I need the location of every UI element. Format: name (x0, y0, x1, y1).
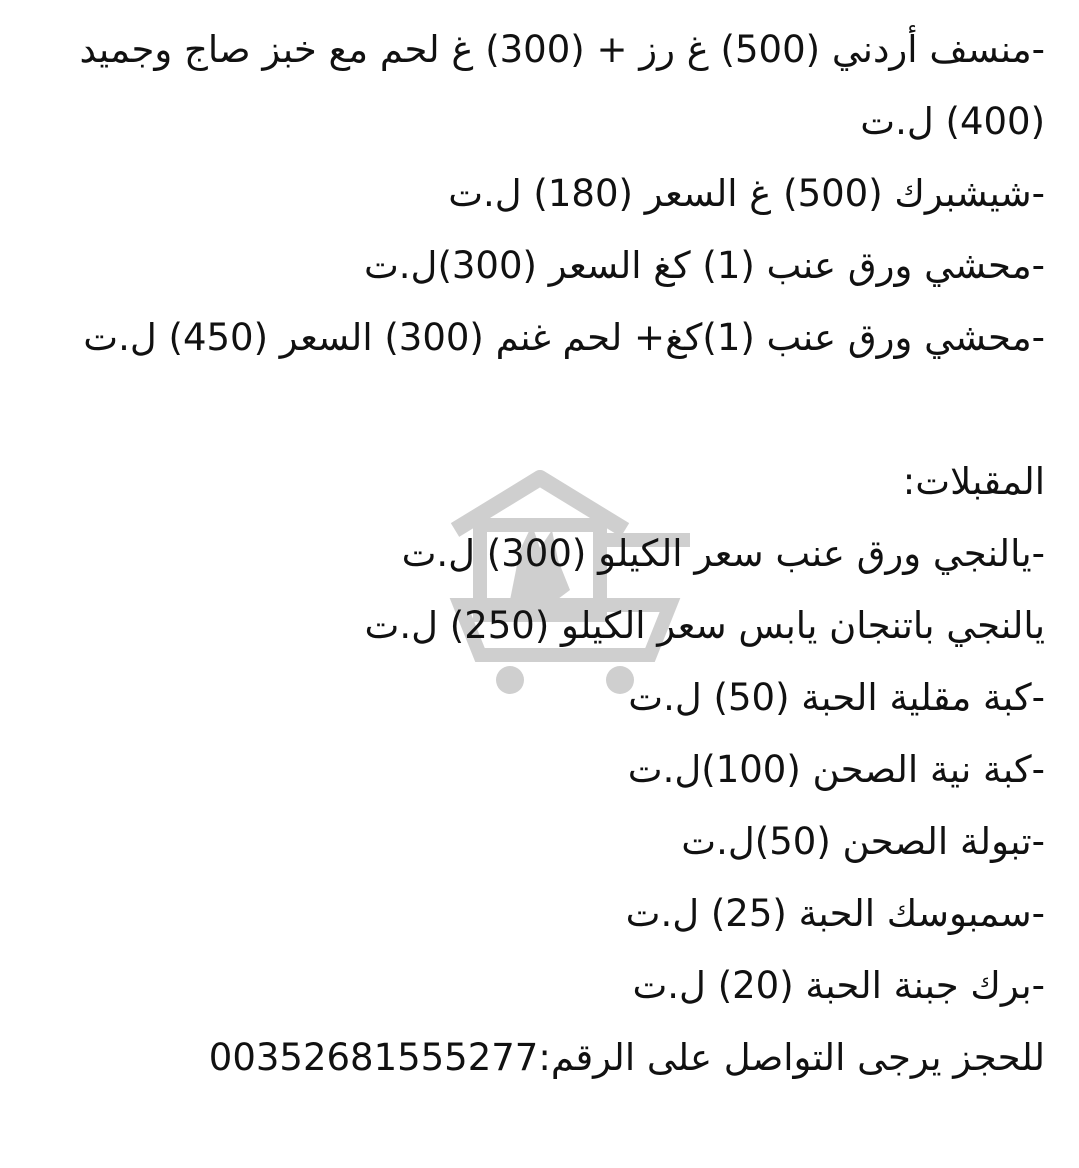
menu-text (45, 14, 1045, 1094)
blank-line (45, 374, 1045, 446)
booking-contact-line: للحجز يرجى التواصل على الرقم:00352681555277 (208, 1036, 1045, 1079)
menu-line: -محشي ورق عنب (1) كغ السعر (300)ل.ت (363, 244, 1045, 287)
menu-line: -شيشبرك (500) غ السعر (180) ل.ت (448, 172, 1045, 215)
menu-line: -تبولة الصحن (50)ل.ت (681, 820, 1045, 863)
menu-line: (400) ل.ت (860, 100, 1045, 143)
menu-line: -كبة مقلية الحبة (50) ل.ت (628, 676, 1045, 719)
menu-line: -منسف أردني (500) غ رز + (300) غ لحم مع خبز صاج وجميد (79, 28, 1045, 71)
menu-line: يالنجي باتنجان يابس سعر الكيلو (250) ل.ت (364, 604, 1045, 647)
appetizers-heading: المقبلات: (902, 460, 1045, 503)
menu-line: -يالنجي ورق عنب سعر الكيلو (300) ل.ت (401, 532, 1045, 575)
menu-line: -كبة نية الصحن (100)ل.ت (627, 748, 1045, 791)
menu-line: -محشي ورق عنب (1)كغ+ لحم غنم (300) السعر (450) ل.ت (83, 316, 1045, 359)
menu-line: -سمبوسك الحبة (25) ل.ت (625, 892, 1045, 935)
menu-line: -برك جبنة الحبة (20) ل.ت (632, 964, 1045, 1007)
